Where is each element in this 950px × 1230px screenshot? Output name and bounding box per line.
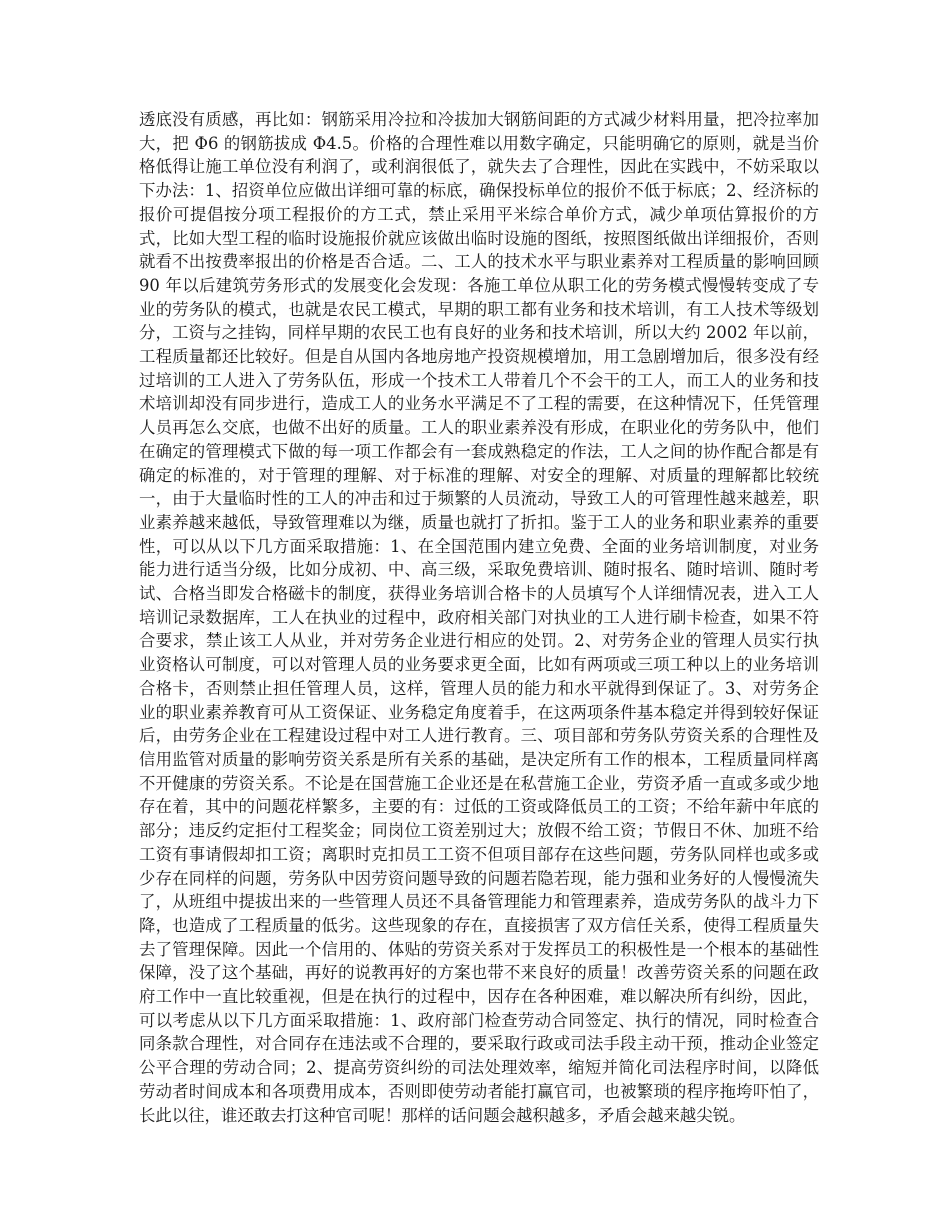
body-paragraph: 透底没有质感，再比如：钢筋采用冷拉和冷拔加大钢筋间距的方式减少材料用量，把冷拉率加大，把 Φ6 的钢筋拔成 Φ4.5。价格的合理性难以用数字确定，只能明确它的原则，就是当价格低得让施工单位没有利润了，或利润很低了，就失去了合理性，因此在实践中，不妨采取以下办法：1、招资单位应做出详细可靠的标底，确保投标单位的报价不低于标底；2、经济标的报价可提倡按分项工程报价的方工式，禁止采用平米综合单价方式，减少单项估算报价的方式，比如大型工程的临时设施报价就应该做出临时设施的图纸，按照图纸做出详细报价，否则就看不出按费率报出的价格是否合适。二、工人的技术水平与职业素养对工程质量的影响回顾 90 年以后建筑劳务形式的发展变化会发现：各施工单位从职工化的劳务模式慢慢转变成了专业的劳务队的模式，也就是农民工模式，早期的职工都有业务和技术培训，有工人技术等级划分，工资与之挂钩，同样早期的农民工也有良好的业务和技术培训，所以大约 2002 年以前，工程质量都还比较好。但是自从国内各地房地产投资规模增加，用工急剧增加后，很多没有经过培训的工人进入了劳务队伍，形成一个技术工人带着几个不会干的工人，而工人的业务和技术培训却没有同步进行，造成工人的业务水平满足不了工程的需要，在这种情况下，任凭管理人员再怎么交底，也做不出好的质量。工人的职业素养没有形成，在职业化的劳务队中，他们在确定的管理模式下做的每一项工作都会有一套成熟稳定的作法，工人之间的协作配合都是有确定的标准的，对于管理的理解、对于标准的理解、对安全的理解、对质量的理解都比较统一，由于大量临时性的工人的冲击和过于频繁的人员流动，导致工人的可管理性越来越差，职业素养越来越低，导致管理难以为继，质量也就打了折扣。鉴于工人的业务和职业素养的重要性，可以从以下几方面采取措施：1、在全国范围内建立免费、全面的业务培训制度，对业务能力进行适当分级，比如分成初、中、高三级，采取免费培训、随时报名、随时培训、随时考试、合格当即发合格磁卡的制度，获得业务培训合格卡的人员填写个人详细情况表，进入工人培训记录数据库，工人在执业的过程中，政府相关部门对执业的工人进行刷卡检查，如果不符合要求，禁止该工人从业，并对劳务企业进行相应的处罚。2、对劳务企业的管理人员实行执业资格认可制度，可以对管理人员的业务要求更全面，比如有两项或三项工种以上的业务培训合格卡，否则禁止担任管理人员，这样，管理人员的能力和水平就得到保证了。3、对劳务企业的职业素养教育可从工资保证、业务稳定角度着手，在这两项条件基本稳定并得到较好保证后，由劳务企业在工程建设过程中对工人进行教育。三、项目部和劳务队劳资关系的合理性及信用监管对质量的影响劳资关系是所有关系的基础，是决定所有工作的根本，工程质量同样离不开健康的劳资关系。不论是在国营施工企业还是在私营施工企业，劳资矛盾一直或多或少地存在着，其中的问题花样繁多，主要的有：过低的工资或降低员工的工资；不给年薪中年底的部分；违反约定拒付工程奖金；同岗位工资差别过大；放假不给工资；节假日不休、加班不给工资有事请假却扣工资；离职时克扣员工工资不但项目部存在这些问题，劳务队同样也或多或少存在同样的问题，劳务队中因劳资问题导致的问题若隐若现，能力强和业务好的人慢慢流失了，从班组中提拔出来的一些管理人员还不具备管理能力和管理素养，造成劳务队的战斗力下降，也造成了工程质量的低劣。这些现象的存在，直接损害了双方信任关系，使得工程质量失去了管理保障。因此一个信用的、体贴的劳资关系对于发挥员工的积极性是一个根本的基础性保障，没了这个基础，再好的说教再好的方案也带不来良好的质量！改善劳资关系的问题在政府工作中一直比较重视，但是在执行的过程中，因存在各种困难，难以解决所有纠纷，因此，可以考虑从以下几方面采取措施：1、政府部门检查劳动合同签定、执行的情况，同时检查合同条款合理性，对合同存在违法或不合理的，要采取行政或司法手段主动干预，推动企业签定公平合理的劳动合同；2、提高劳资纠纷的司法处理效率，缩短并简化司法程序时间，以降低劳动者时间成本和各项费用成本，否则即使劳动者能打赢官司，也被繁琐的程序拖垮吓怕了，长此以往，谁还敢去打这种官司呢！那样的话问题会越积越多，矛盾会越来越尖锐。 bbox=[139, 110, 819, 1125]
